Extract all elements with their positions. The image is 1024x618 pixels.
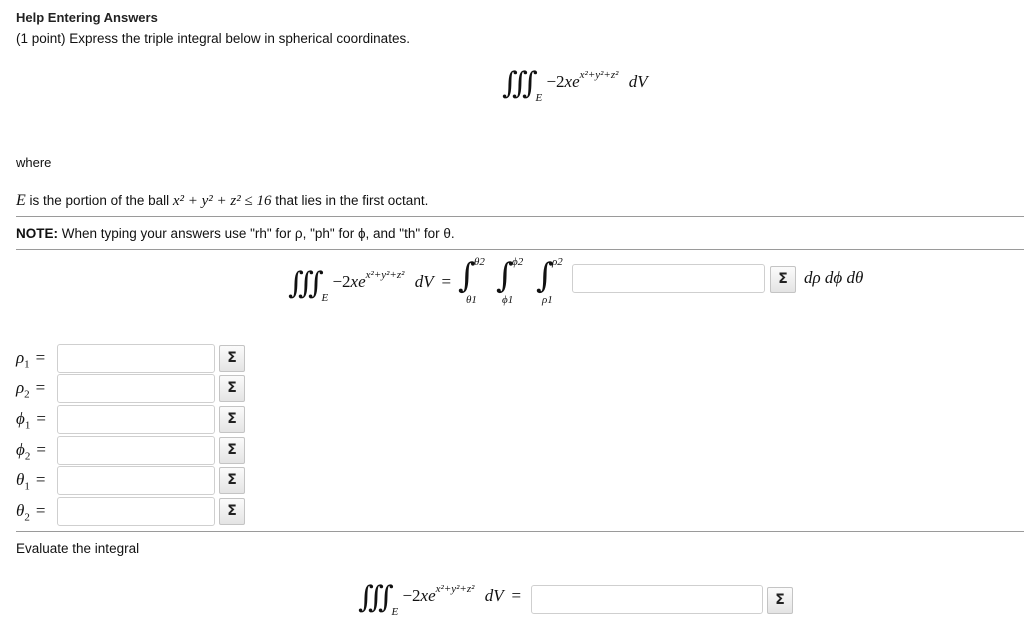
- integrand-exponent: x²+y²+z²: [579, 69, 619, 81]
- region-text-1: is the portion of the ball: [25, 193, 173, 208]
- region-symbol: E: [16, 192, 26, 209]
- phi-integral-sign: ∫: [496, 256, 514, 296]
- volume-element: dV: [628, 72, 648, 91]
- bound-equals: =: [35, 470, 46, 489]
- bound-subscript: 2: [24, 511, 30, 524]
- bound-equation-editor-button[interactable]: Σ: [219, 498, 245, 525]
- ball-inequality: x² + y² + z² ≤ 16: [172, 193, 272, 209]
- theta-integral-sign: ∫: [458, 256, 476, 296]
- triple-integral-sign-3: ∭: [358, 580, 394, 615]
- volume-element-3: dV: [484, 586, 504, 605]
- bound-equals: =: [35, 501, 46, 520]
- integrand-input[interactable]: [572, 264, 765, 293]
- bound-subscript: 1: [24, 419, 31, 432]
- triple-integral-sign: ∭: [502, 66, 538, 101]
- bound-equation-editor-button[interactable]: Σ: [219, 437, 245, 464]
- bound-subscript: 1: [24, 480, 30, 493]
- bound-label: [16, 348, 56, 371]
- bound-label: [16, 378, 56, 401]
- integrand-e: e: [572, 72, 580, 91]
- bound-symbol: θ: [16, 470, 25, 489]
- bound-equation-editor-button[interactable]: Σ: [219, 467, 245, 494]
- region-subscript-3: E: [391, 606, 399, 618]
- region-subscript-2: E: [321, 292, 329, 304]
- spherical-differentials: dρ dϕ dθ: [804, 268, 864, 287]
- rho-upper-limit: ρ2: [552, 256, 563, 268]
- evaluate-lhs: [358, 580, 522, 618]
- integrand-x: x: [564, 72, 573, 91]
- bound-input[interactable]: [57, 374, 215, 403]
- bound-equals: =: [36, 440, 46, 459]
- region-description: [16, 192, 428, 210]
- region-subscript: E: [535, 92, 543, 104]
- help-entering-answers-link[interactable]: Help Entering Answers: [16, 10, 158, 25]
- theta-lower-limit: θ1: [466, 294, 477, 306]
- bound-equals: =: [36, 409, 46, 428]
- note-body: When typing your answers use "rh" for ρ, "ph" for ϕ, and "th" for θ.: [58, 226, 455, 241]
- equals-sign-3: =: [511, 586, 522, 605]
- integrand-exponent-3: x²+y²+z²: [435, 583, 475, 595]
- bound-equals: =: [35, 348, 46, 367]
- bound-input[interactable]: [57, 436, 215, 465]
- bound-subscript: 1: [24, 358, 30, 371]
- bound-label: [16, 440, 56, 463]
- bound-subscript: 2: [24, 388, 30, 401]
- rho-lower-limit: ρ1: [542, 294, 553, 306]
- bound-label: [16, 501, 56, 524]
- divider-top: [16, 216, 1024, 217]
- problem-statement: (1 point) Express the triple integral below in spherical coordinates.: [16, 31, 410, 46]
- integrand-exponent-2: x²+y²+z²: [365, 269, 405, 281]
- bound-symbol: ρ: [16, 348, 25, 367]
- evaluate-label: Evaluate the integral: [16, 541, 140, 556]
- region-text-2: that lies in the first octant.: [271, 193, 429, 208]
- bound-label: [16, 409, 56, 432]
- integrand-x-2: x: [350, 272, 359, 291]
- bound-symbol: ϕ: [16, 409, 25, 428]
- bound-symbol: ϕ: [16, 440, 25, 459]
- bound-input[interactable]: [57, 405, 215, 434]
- triple-integral-sign-2: ∭: [288, 266, 324, 301]
- integrand-equation-editor-button[interactable]: Σ: [770, 266, 796, 293]
- where-label: where: [16, 155, 52, 170]
- bound-symbol: ρ: [16, 378, 25, 397]
- bound-input[interactable]: [57, 466, 215, 495]
- bound-input[interactable]: [57, 344, 215, 373]
- note-text: [16, 226, 455, 241]
- coefficient-2: −2: [332, 272, 351, 291]
- bound-equals: =: [35, 378, 46, 397]
- bound-subscript: 2: [24, 450, 31, 463]
- bound-equation-editor-button[interactable]: Σ: [219, 375, 245, 402]
- rho-integral-sign: ∫: [536, 256, 554, 296]
- bound-input[interactable]: [57, 497, 215, 526]
- displayed-integral: [502, 66, 648, 104]
- integrand-e-3: e: [428, 586, 436, 605]
- note-label: NOTE:: [16, 226, 58, 241]
- coefficient: −2: [546, 72, 565, 91]
- divider-note: [16, 249, 1024, 250]
- phi-upper-limit: ϕ2: [512, 256, 524, 268]
- theta-upper-limit: θ2: [474, 256, 485, 268]
- equals-sign: =: [441, 272, 452, 291]
- phi-lower-limit: ϕ1: [502, 294, 514, 306]
- bound-label: [16, 470, 56, 493]
- final-answer-equation-editor-button[interactable]: Σ: [767, 587, 793, 614]
- bound-equation-editor-button[interactable]: Σ: [219, 406, 245, 433]
- final-answer-input[interactable]: [531, 585, 763, 614]
- divider-bottom: [16, 531, 1024, 532]
- bound-equation-editor-button[interactable]: Σ: [219, 345, 245, 372]
- integrand-x-3: x: [420, 586, 429, 605]
- volume-element-2: dV: [414, 272, 434, 291]
- spherical-lhs: [288, 266, 455, 304]
- bound-symbol: θ: [16, 501, 25, 520]
- integrand-e-2: e: [358, 272, 366, 291]
- coefficient-3: −2: [402, 586, 421, 605]
